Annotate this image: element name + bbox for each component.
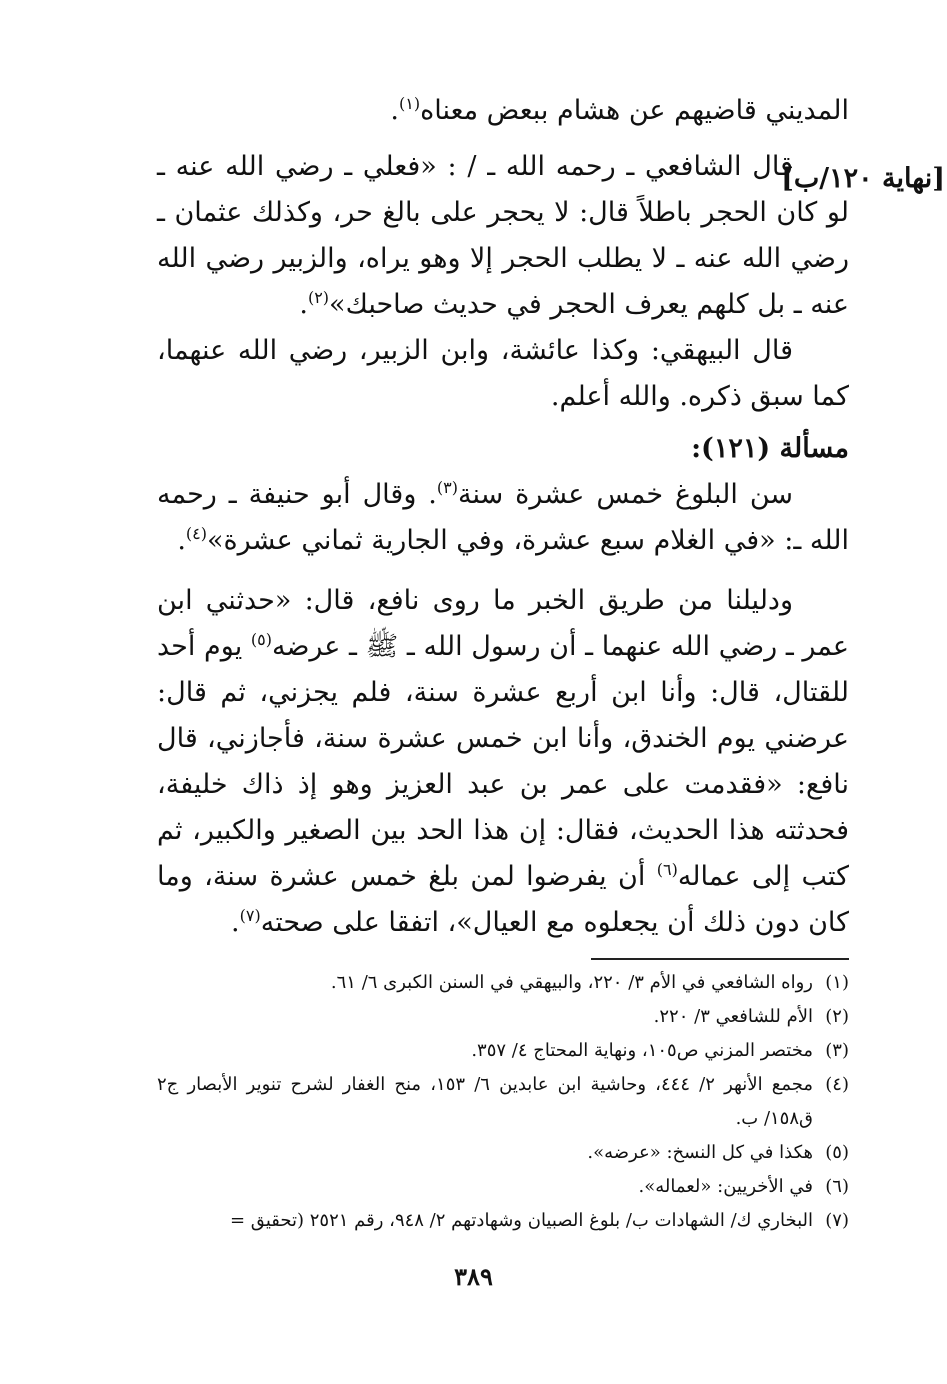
paragraph-text: . وقال أبو حنيفة ـ رحمه الله ـ: «في الغلام سبع عشرة، وفي الجارية ثماني عشرة» — [157, 479, 849, 556]
footnote-item — [157, 1136, 849, 1170]
paragraph-text: سن البلوغ خمس عشرة سنة — [457, 479, 794, 510]
footnote-number: (٤) — [825, 1074, 849, 1095]
paragraph-3 — [157, 328, 849, 420]
paragraph-text: قال البيهقي: وكذا عائشة، وابن الزبير، رضي الله عنهما، كما سبق ذكره. والله أعلم. — [157, 335, 849, 412]
page-number: ٣٨٩ — [454, 1262, 493, 1291]
paragraph-text: ودليلنا من طريق الخبر ما روى نافع، قال: «حدثني ابن عمر ـ رضي الله عنهما ـ أن رسول الله ـ ﷺ ـ عرضه — [157, 585, 850, 662]
footnote-number: (٣) — [825, 1040, 849, 1061]
paragraph-end: . — [231, 907, 240, 938]
footnote-number: (١) — [825, 972, 849, 993]
paragraph-2 — [157, 144, 849, 328]
paragraph-5 — [157, 578, 849, 946]
paragraph-text: قال الشافعي ـ رحمه الله ـ / : «فعلي ـ رضي الله عنه ـ لو كان الحجر باطلاً قال: لا يحجر على بالغ حر، وكذلك عثمان ـ رضي الله عنه ـ لا يطلب الحجر إلا وهو يراه، والزبير رضي الله عنه ـ بل كلهم يعرف الحجر في حديث صاحبك» — [157, 151, 849, 320]
footnote-text: البخاري ك/ الشهادات ب/ بلوغ الصبيان وشهادتهم ٢/ ٩٤٨، رقم ٢٥٢١ (تحقيق = — [230, 1210, 813, 1231]
paragraph-end: . — [299, 289, 308, 320]
paragraph-text: أن يفرضوا لمن بلغ خمس عشرة سنة، وما كان دون ذلك أن يجعلوه مع العيال»، اتفقا على صحته — [157, 861, 849, 938]
issue-heading: مسألة (١٢١): — [691, 433, 849, 464]
footnote-ref-2[interactable]: (٢) — [307, 288, 330, 307]
footnote-number: (٥) — [825, 1142, 849, 1163]
footnote-text: رواه الشافعي في الأم ٣/ ٢٢٠، والبيهقي في السنن الكبرى ٦/ ٦١. — [330, 972, 813, 993]
manuscript-margin-note: [نهاية ١٢٠/ب] — [781, 163, 945, 194]
footnote-item — [157, 1000, 849, 1034]
footnote-ref-5[interactable]: (٥) — [250, 630, 272, 649]
footnote-separator — [591, 958, 849, 960]
footnote-number: (٧) — [825, 1210, 849, 1231]
paragraph-end: . — [390, 95, 399, 126]
footnote-ref-7[interactable]: (٧) — [239, 906, 261, 925]
paragraph-text: يوم أحد للقتال، قال: وأنا ابن أربع عشرة سنة، فلم يجزني، ثم قال: عرضني يوم الخندق، وأنا ابن خمس عشرة سنة، فأجازني، قال نافع: «فقدمت على عمر بن عبد العزيز وهو إذ ذاك خليفة، فحدثته هذا الحديث، فقال: إن هذا الحد بين الصغير والكبير، ثم كتب إلى عماله — [157, 631, 849, 892]
paragraph-text: المديني قاضيهم عن هشام ببعض معناه — [420, 95, 849, 126]
main-text — [157, 88, 849, 946]
footnote-ref-6[interactable]: (٦) — [656, 860, 678, 879]
footnote-item — [157, 1170, 849, 1204]
footnote-ref-1[interactable]: (١) — [398, 94, 421, 113]
footnote-number: (٦) — [825, 1176, 849, 1197]
footnote-item — [157, 1068, 849, 1136]
footnote-item — [157, 1204, 849, 1238]
footnote-text: في الأخريين: «لعماله». — [638, 1176, 813, 1197]
footnotes — [157, 966, 849, 1238]
footnote-number: (٢) — [825, 1006, 849, 1027]
paragraph-end: . — [177, 525, 186, 556]
footnote-ref-4[interactable]: (٤) — [185, 524, 207, 543]
footnote-ref-3[interactable]: (٣) — [436, 478, 458, 497]
paragraph-4 — [157, 472, 849, 564]
footnote-text: هكذا في كل النسخ: «عرضه». — [587, 1142, 813, 1163]
footnote-item — [157, 1034, 849, 1068]
footnote-item — [157, 966, 849, 1000]
paragraph-1 — [157, 88, 849, 134]
footnote-text: مختصر المزني ص١٠٥، ونهاية المحتاج ٤/ ٣٥٧. — [471, 1040, 813, 1061]
footnote-text: مجمع الأنهر ٢/ ٤٤٤، وحاشية ابن عابدين ٦/ ١٥٣، منح الغفار لشرح تنوير الأبصار ج٢ ق١٥٨/ ب. — [157, 1074, 813, 1129]
footnote-text: الأم للشافعي ٣/ ٢٢٠. — [653, 1006, 813, 1027]
